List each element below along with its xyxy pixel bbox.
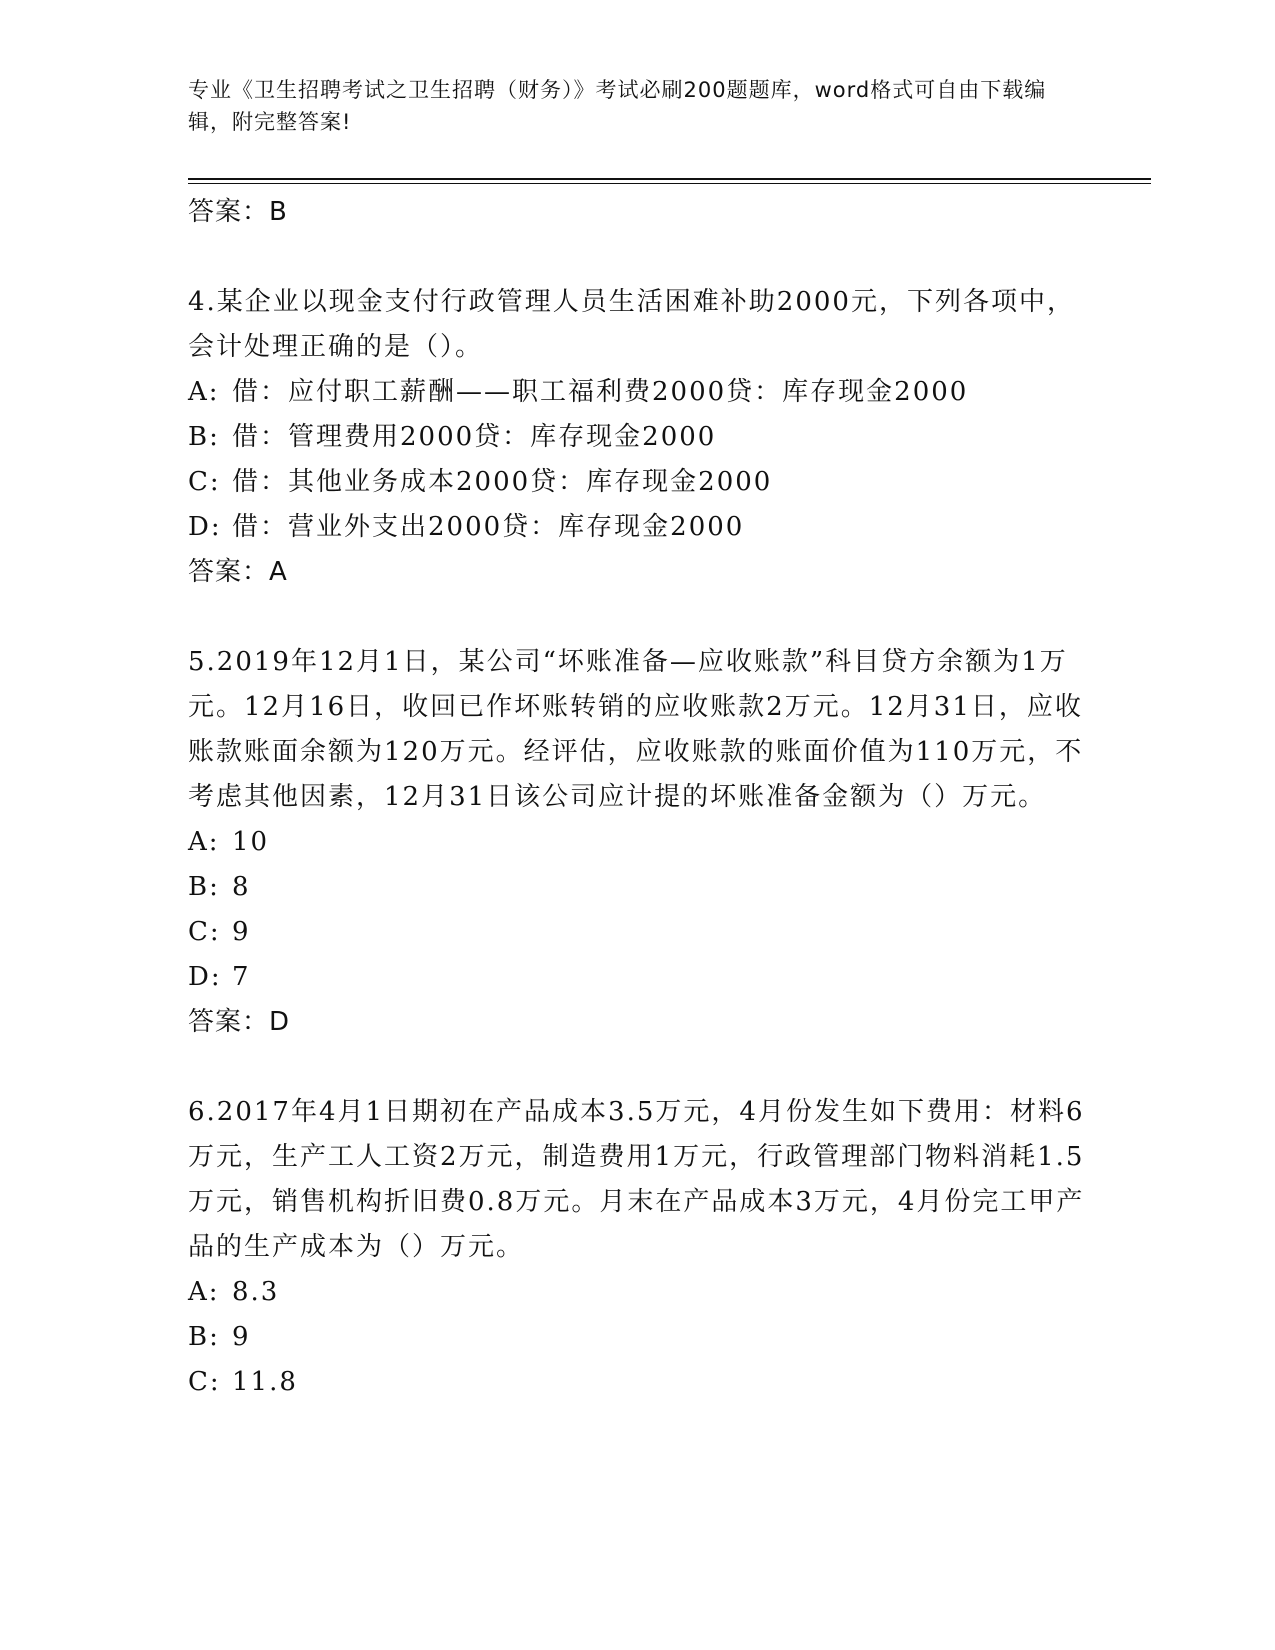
option-text: 借：管理费用2000贷：库存现金2000	[232, 422, 717, 452]
option-text: 借：应付职工薪酬——职工福利费2000贷：库存现金2000	[232, 377, 969, 407]
header-rule-thin	[188, 183, 1151, 184]
option-letter: A:	[188, 1277, 220, 1307]
answer-line: 答案：B	[188, 197, 288, 227]
document-header: 专业《卫生招聘考试之卫生招聘（财务）》考试必刷200题题库，word格式可自由下载编辑，附完整答案!	[188, 78, 1047, 134]
header-rule-thick	[188, 178, 1151, 180]
question-6	[188, 1090, 1088, 1405]
option-d	[188, 955, 1088, 1000]
option-text: 11.8	[232, 1367, 298, 1397]
option-a	[188, 820, 1088, 865]
option-letter: B:	[188, 1322, 220, 1352]
option-letter: C:	[188, 917, 221, 947]
option-d	[188, 505, 1088, 550]
option-letter: B:	[188, 872, 220, 902]
question-stem: 5.2019年12月1日，某公司“坏账准备—应收账款”科目贷方余额为1万元。12月16日，收回已作坏账转销的应收账款2万元。12月31日，应收账款账面余额为120万元。经评估，应收账款的账面价值为110万元，不考虑其他因素，12月31日该公司应计提的坏账准备金额为（）万元。	[188, 647, 1084, 812]
option-letter: B:	[188, 422, 220, 452]
option-letter: A:	[188, 827, 220, 857]
question-stem: 4.某企业以现金支付行政管理人员生活困难补助2000元，下列各项中，会计处理正确的是（）。	[188, 287, 1075, 362]
option-text: 8	[232, 872, 251, 902]
answer-line: 答案：D	[188, 1007, 291, 1037]
option-a	[188, 1270, 1088, 1315]
question-5	[188, 640, 1088, 1044]
option-letter: D:	[188, 962, 222, 992]
question-stem: 6.2017年4月1日期初在产品成本3.5万元，4月份发生如下费用：材料6万元，生产工人工资2万元，制造费用1万元，行政管理部门物料消耗1.5万元，销售机构折旧费0.8万元。月末在产品成本3万元，4月份完工甲产品的生产成本为（）万元。	[188, 1097, 1085, 1262]
option-a	[188, 370, 1088, 415]
option-letter: D:	[188, 512, 222, 542]
option-text: 8.3	[232, 1277, 280, 1307]
option-letter: C:	[188, 467, 221, 497]
option-c	[188, 910, 1088, 955]
option-text: 借：其他业务成本2000贷：库存现金2000	[232, 467, 773, 497]
option-c	[188, 460, 1088, 505]
option-text: 9	[232, 1322, 251, 1352]
option-b	[188, 1315, 1088, 1360]
answer-line: 答案：A	[188, 557, 288, 587]
option-c	[188, 1360, 1088, 1405]
option-letter: A:	[188, 377, 220, 407]
option-text: 10	[232, 827, 270, 857]
document-content	[188, 190, 1088, 1405]
option-text: 9	[232, 917, 251, 947]
option-b	[188, 415, 1088, 460]
option-text: 7	[232, 962, 251, 992]
question-4	[188, 280, 1088, 594]
option-text: 借：营业外支出2000贷：库存现金2000	[232, 512, 745, 542]
option-letter: C:	[188, 1367, 221, 1397]
option-b	[188, 865, 1088, 910]
